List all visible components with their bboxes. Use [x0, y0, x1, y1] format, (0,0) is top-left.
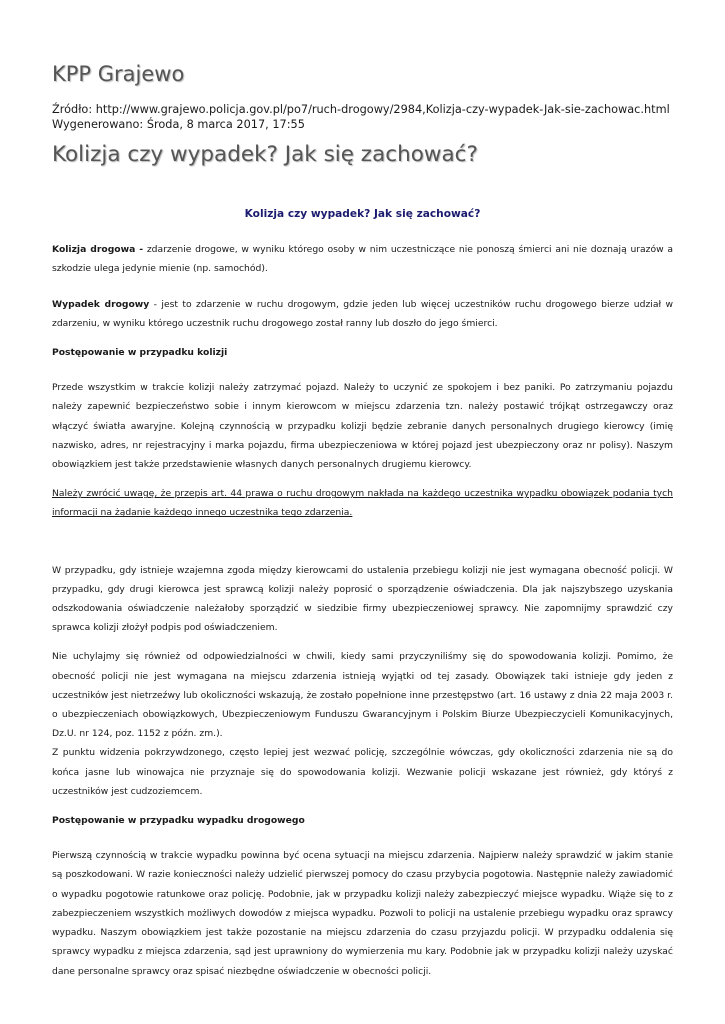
- paragraph-wypadek: Pierwszą czynnością w trakcie wypadku powinna być ocena sytuacji na miejscu zdarzenia. Najpierw należy sprawdzić w jakim stanie są poszkodowani. W razie konieczności należy udzielić pierwszej pomocy do czasu przybycia pogotowia. Następnie należy zawiadomić o wypadku pogotowie ratunkowe oraz policję. Podobnie, jak w przypadku kolizji należy zabezpieczyć miejsce wypadku. Wiąże się to z zabezpieczeniem wszystkich możliwych dowodów z miejsca wypadku. Pozwoli to policji na ustalenie przebiegu wypadku oraz sprawcy wypadku. Naszym obowiązkiem jest także pozostanie na miejscu zdarzenia do czasu przyjazdu policji. W przypadku oddalenia się sprawcy wypadku z miejsca zdarzenia, sąd jest uprawniony do wymierzenia mu kary. Podobnie jak w przypadku kolizji należy uzyskać dane personalne sprawcy oraz spisać niezbędne oświadczenie w obecności policji.: [52, 850, 673, 977]
- article-subtitle: Kolizja czy wypadek? Jak się zachować?: [244, 208, 481, 220]
- site-title: KPP Grajewo: [52, 62, 185, 86]
- kolizja-definition: [52, 240, 673, 278]
- paragraph-kolizja-4: Z punktu widzenia pokrzywdzonego, często lepiej jest wezwać policję, szczególnie wówczas, gdy okoliczności zdarzenia nie są do końca jasne lub winowajca nie przyznaje się do spowodowania kolizji. Wezwanie policji wskazane jest również, gdy któryś z uczestników jest cudzoziemcem.: [52, 747, 673, 797]
- kolizja-definition-text: zdarzenie drogowe, w wyniku którego osoby w nim uczestniczące nie ponoszą śmierci ani nie doznają urazów a szkodzie ulega jedynie mienie (np. samochód).: [52, 244, 673, 275]
- source-line: Źródło: http://www.grajewo.policja.gov.pl/po7/ruch-drogowy/2984,Kolizja-czy-wypadek-Jak-sie-zachowac.html: [52, 103, 670, 116]
- heading-kolizja: Postępowanie w przypadku kolizji: [52, 347, 228, 359]
- article-title: Kolizja czy wypadek? Jak się zachować?: [52, 142, 478, 167]
- wypadek-definition-text: - jest to zdarzenie w ruchu drogowym, gdzie jeden lub więcej uczestników ruchu drogowego bierze udział w zdarzeniu, w wyniku którego uczestnik ruchu drogowego został ranny lub doszło do jego śmierci.: [52, 298, 673, 329]
- generated-line: Wygenerowano: Środa, 8 marca 2017, 17:55: [52, 117, 305, 131]
- wypadek-term: Wypadek drogowy: [52, 298, 150, 310]
- paragraph-kolizja-2: W przypadku, gdy istnieje wzajemna zgoda między kierowcami do ustalenia przebiegu kolizji nie jest wymagana obecność policji. W przypadku, gdy drugi kierowca jest sprawcą kolizji należy poprosić o sporządzenie oświadczenia. Dla jak najszybszego uzyskania odszkodowania oświadczenie należałoby sporządzić w siedzibie firmy ubezpieczeniowej sprawcy. Nie zapomnijmy sprawdzić czy sprawca kolizji złożył podpis pod oświadczeniem.: [52, 564, 673, 634]
- kolizja-term: Kolizja drogowa -: [52, 244, 144, 256]
- paragraph-kolizja-3: Nie uchylajmy się również od odpowiedzialności w chwili, kiedy sami przyczyniliśmy się do spowodowania kolizji. Pomimo, że obecność policji nie jest wymagana na miejscu zdarzenia istnieją wyjątki od tej zasady. Obowiązek taki istnieje gdy jeden z uczestników jest nietrzeźwy lub okoliczności wskazują, że zostało popełnione inne przestępstwo (art. 16 ustawy z dnia 22 maja 2003 r. o ubezpieczeniach obowiązkowych, Ubezpieczeniowym Funduszu Gwarancyjnym i Polskim Biurze Ubezpieczycieli Komunikacyjnych, Dz.U. nr 124, poz. 1152 z późn. zm.).: [52, 651, 673, 740]
- heading-wypadek: Postępowanie w przypadku wypadku drogowego: [52, 815, 305, 827]
- article-content: [52, 205, 673, 981]
- wypadek-definition: [52, 295, 673, 333]
- paragraph-underlined-notice: Należy zwrócić uwagę, że przepis art. 44 prawa o ruchu drogowym nakłada na każdego uczestnika wypadku obowiązek podania tych informacji na żądanie każdego innego uczestnika tego zdarzenia.: [52, 488, 673, 519]
- paragraph-kolizja-1: Przede wszystkim w trakcie kolizji należy zatrzymać pojazd. Należy to uczynić ze spokojem i bez paniki. Po zatrzymaniu pojazdu należy zapewnić bezpieczeństwo sobie i innym kierowcom w miejscu zdarzenia tzn. należy postawić trójkąt ostrzegawczy oraz włączyć światła awaryjne. Kolejną czynnością w przypadku kolizji będzie zebranie danych personalnych drugiego kierowcy (imię nazwisko, adres, nr rejestracyjny i marka pojazdu, firma ubezpieczeniowa w której pojazd jest ubezpieczony oraz nr polisy). Naszym obowiązkiem jest także przedstawienie własnych danych personalnych drugiemu kierowcy.: [52, 382, 673, 471]
- document-meta: [52, 103, 670, 132]
